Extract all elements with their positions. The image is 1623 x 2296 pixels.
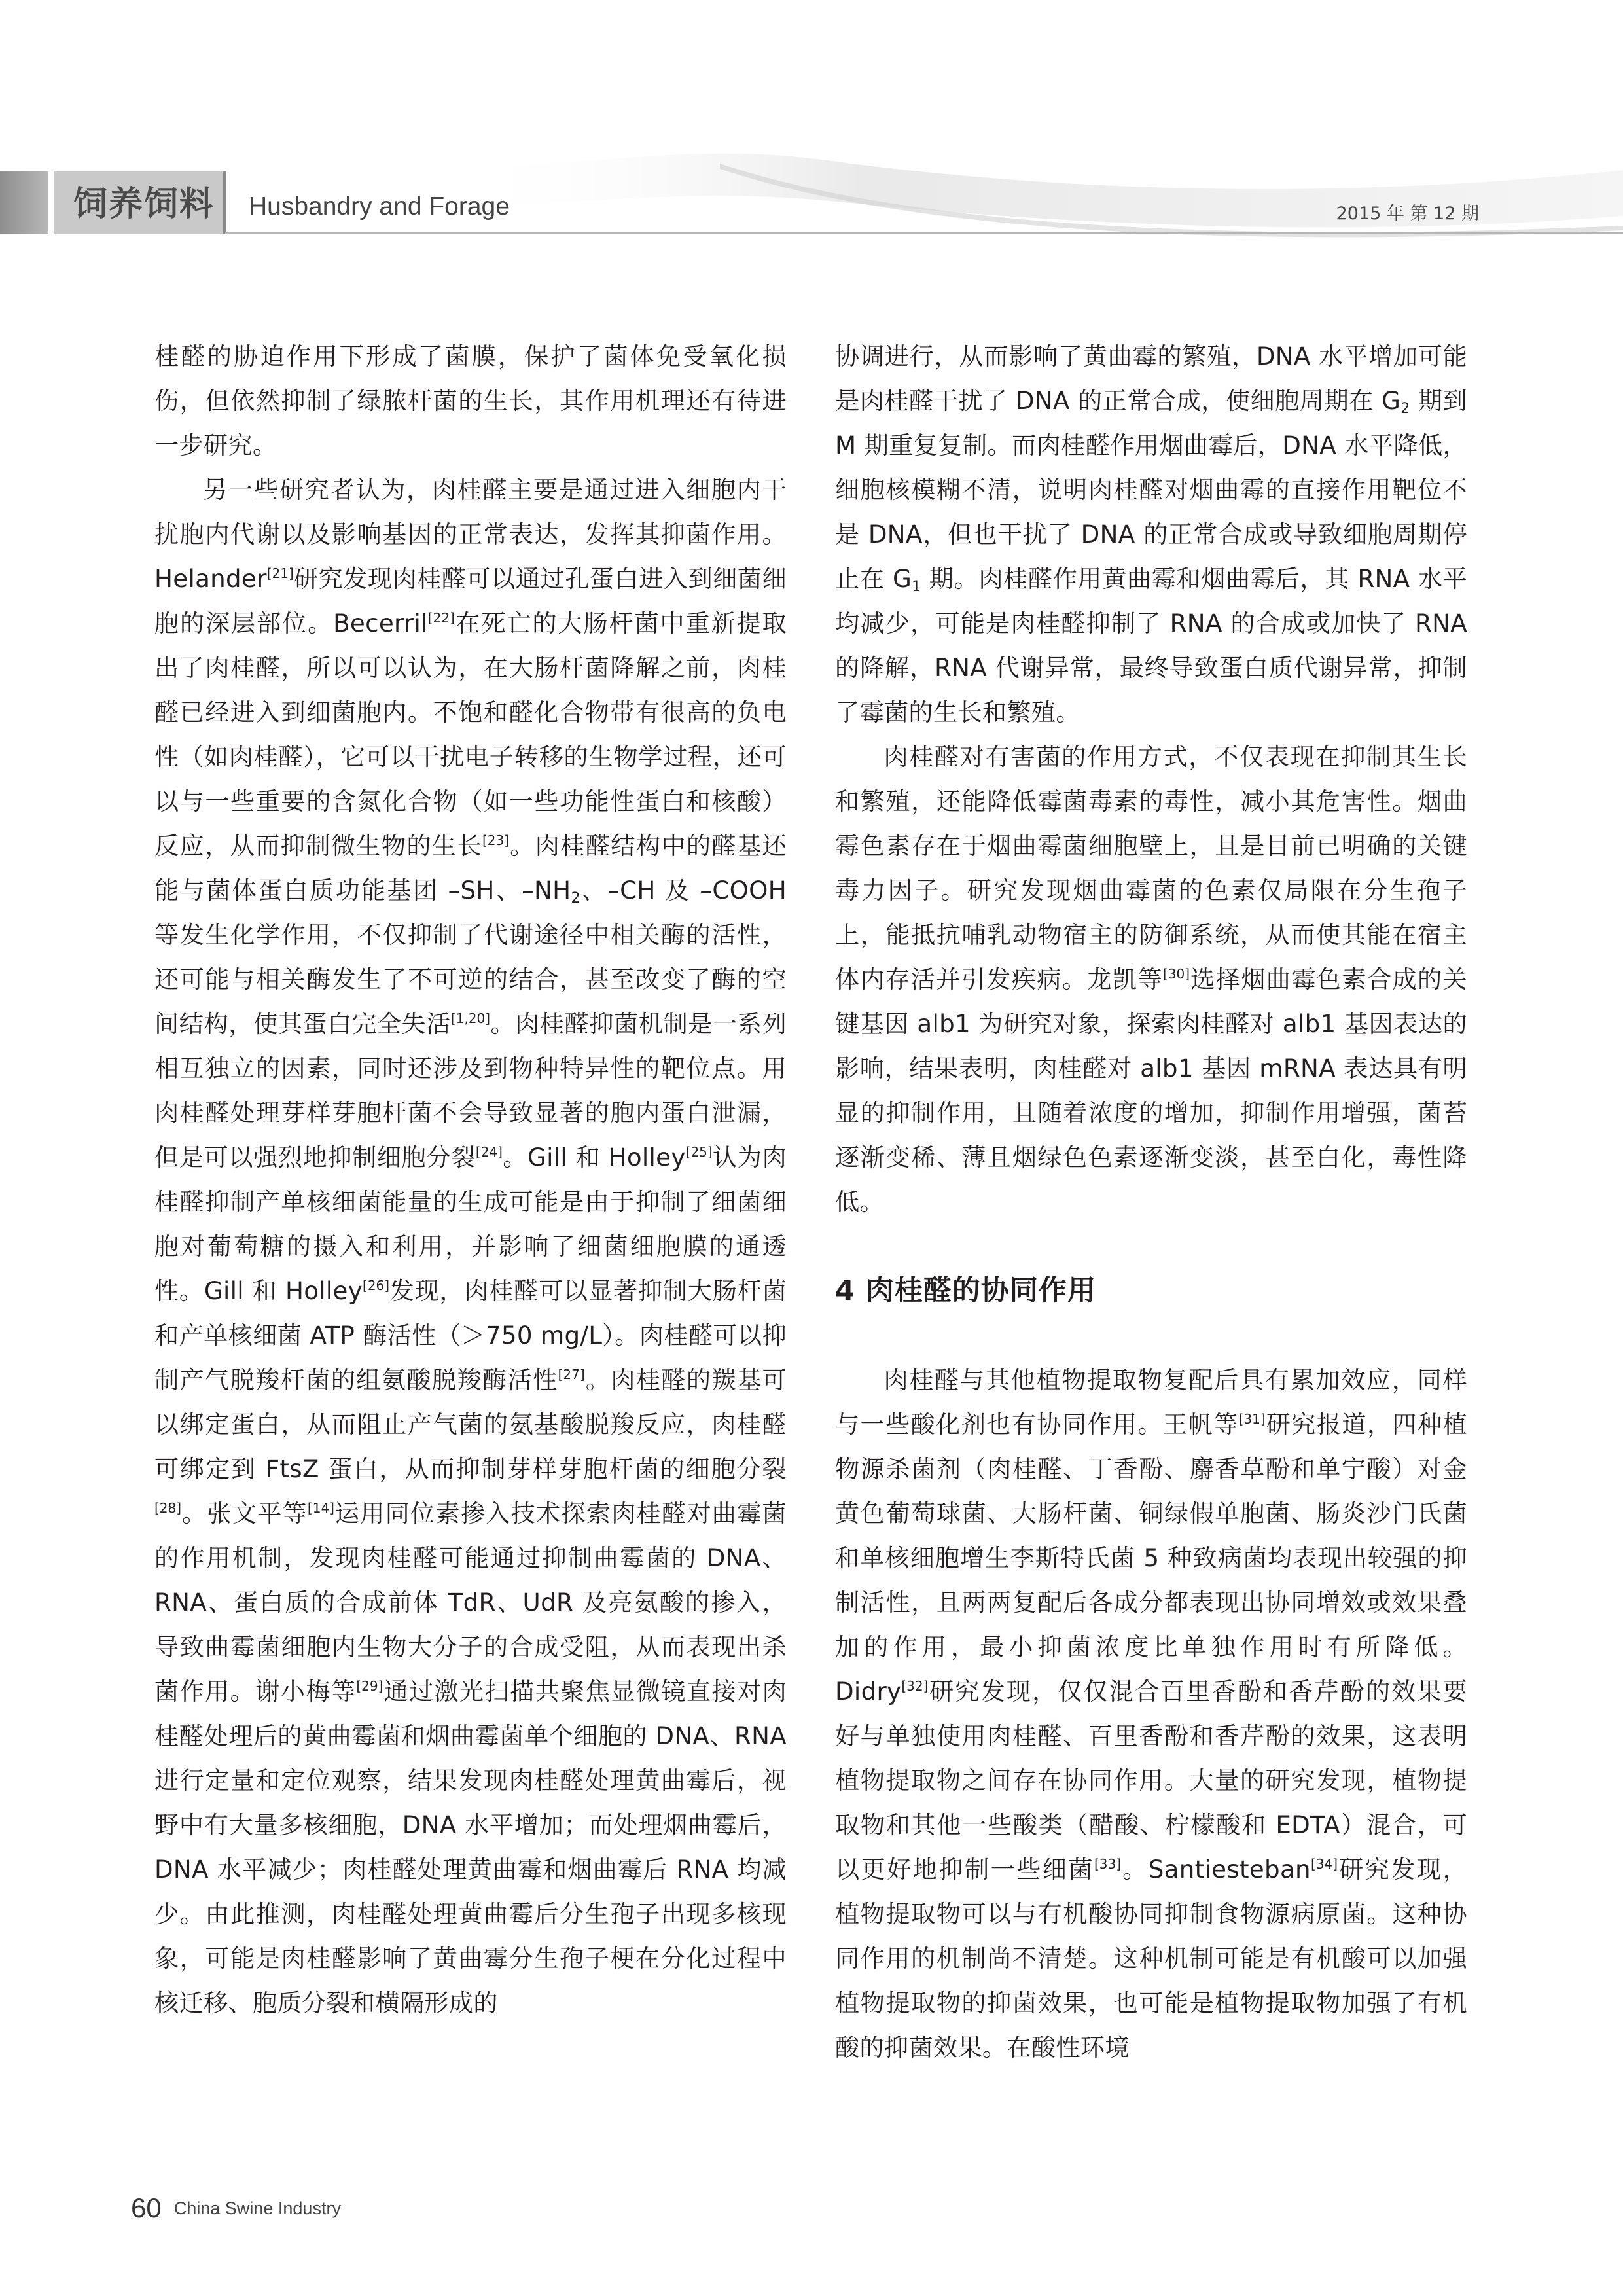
body-paragraph: 协调进行，从而影响了黄曲霉的繁殖，DNA 水平增加可能是肉桂醛干扰了 DNA 的正常合成，使细胞周期在 $G_2$ 期到 M 期重复复制。而肉桂醛作用烟曲霉后，DNA 水平降低，细胞核模糊不清，说明肉桂醛对烟曲霉的直接作用靶位不是 DNA，但也干扰了 DNA 的正常合成或导致细胞周期停止在 $G_1$ 期。肉桂醛作用黄曲霉和烟曲霉后，其 RNA 水平均减少，可能是肉桂醛抑制了 RNA 的合成或加快了 RNA 的降解，RNA 代谢异常，最终导致蛋白质代谢异常，抑制了霉菌的生长和繁殖。 [835, 342, 1468, 726]
citation-ref: [25] [685, 1144, 713, 1160]
citation-ref: [23] [482, 833, 510, 848]
citation-ref: [22] [427, 610, 455, 626]
right-column-paragraphs-bottom [835, 1357, 1467, 2070]
journal-title-english: Husbandry and Forage [249, 192, 510, 221]
citation-ref: [29] [356, 1678, 383, 1694]
left-column-paragraphs [154, 334, 787, 2025]
citation-ref: [14] [307, 1500, 334, 1516]
right-column-paragraphs-top [835, 334, 1467, 1224]
citation-ref: [32] [901, 1678, 929, 1694]
citation-ref: [33] [1094, 1856, 1122, 1872]
issue-label: 2015 年 第 12 期 [1336, 204, 1479, 224]
citation-ref: [28] [154, 1500, 182, 1516]
citation-ref: [21] [266, 565, 294, 581]
body-paragraph: 桂醛的胁迫作用下形成了菌膜，保护了菌体免受氧化损伤，但依然抑制了绿脓杆菌的生长，其作用机理还有待进一步研究。 [154, 342, 787, 459]
citation-ref: [31] [1238, 1411, 1266, 1427]
subscript: 2 [1400, 401, 1410, 417]
citation-ref: [24] [475, 1144, 503, 1160]
citation-ref: [30] [1163, 966, 1190, 982]
section-heading: 4 肉桂醛的协同作用 [835, 1274, 1096, 1307]
citation-ref: [34] [1310, 1856, 1338, 1872]
footer-journal-name: China Swine Industry [173, 2198, 341, 2218]
body-paragraph: 肉桂醛与其他植物提取物复配后具有累加效应，同样与一些酸化剂也有协同作用。王帆等[31]研究报道，四种植物源杀菌剂（肉桂醛、丁香酚、麝香草酚和单宁酸）对金黄色葡萄球菌、大肠杆菌、铜绿假单胞菌、肠炎沙门氏菌和单核细胞增生李斯特氏菌 5 种致病菌均表现出较强的抑制活性，且两两复配后各成分都表现出协同增效或效果叠加的作用，最小抑菌浓度比单独作用时有所降低。Didry[32]研究发现，仅仅混合百里香酚和香芹酚的效果要好与单独使用肉桂醛、百里香酚和香芹酚的效果，这表明植物提取物之间存在协同作用。大量的研究发现，植物提取物和其他一些酸类（醋酸、柠檬酸和 EDTA）混合，可以更好地抑制一些细菌[33]。Santiesteban[34]研究发现，植物提取物可以与有机酸协同抑制食物源病原菌。这种协同作用的机制尚不清楚。这种机制可能是有机酸可以加强植物提取物的抑菌效果，也可能是植物提取物加强了有机酸的抑菌效果。在酸性环境 [835, 1365, 1467, 2062]
left-column [154, 334, 787, 2025]
journal-title-chinese: 饲养饲料 [73, 184, 215, 224]
subscript: 1 [912, 579, 921, 595]
body-paragraph: 另一些研究者认为，肉桂醛主要是通过进入细胞内干扰胞内代谢以及影响基因的正常表达，发挥其抑菌作用。Helander[21]研究发现肉桂醛可以通过孔蛋白进入到细菌细胞的深层部位。Becerril[22]在死亡的大肠杆菌中重新提取出了肉桂醛，所以可以认为，在大肠杆菌降解之前，肉桂醛已经进入到细菌胞内。不饱和醛化合物带有很高的负电性（如肉桂醛），它可以干扰电子转移的生物学过程，还可以与一些重要的含氮化合物（如一些功能性蛋白和核酸）反应，从而抑制微生物的生长[23]。肉桂醛结构中的醛基还能与菌体蛋白质功能基团 –SH、$-NH_2$、–CH 及 –COOH 等发生化学作用，不仅抑制了代谢途径中相关酶的活性，还可能与相关酶发生了不可逆的结合，甚至改变了酶的空间结构，使其蛋白完全失活[1,20]。肉桂醛抑菌机制是一系列相互独立的因素，同时还涉及到物种特异性的靶位点。用肉桂醛处理芽样芽胞杆菌不会导致显著的胞内蛋白泄漏，但是可以强烈地抑制细胞分裂[24]。Gill 和 Holley[25]认为肉桂醛抑制产单核细菌能量的生成可能是由于抑制了细菌细胞对葡萄糖的摄入和利用，并影响了细菌细胞膜的通透性。Gill 和 Holley[26]发现，肉桂醛可以显著抑制大肠杆菌和产单核细菌 ATP 酶活性（＞750 mg/L）。肉桂醛可以抑制产气脱羧杆菌的组氨酸脱羧酶活性[27]。肉桂醛的羰基可以绑定蛋白，从而阻止产气菌的氨基酸脱羧反应，肉桂醛可绑定到 FtsZ 蛋白，从而抑制芽样芽胞杆菌的细胞分裂[28]。张文平等[14]运用同位素掺入技术探索肉桂醛对曲霉菌的作用机制，发现肉桂醛可能通过抑制曲霉菌的 DNA、RNA、蛋白质的合成前体 TdR、UdR 及亮氨酸的掺入，导致曲霉菌细胞内生物大分子的合成受阻，从而表现出杀菌作用。谢小梅等[29]通过激光扫描共聚焦显微镜直接对肉桂醛处理后的黄曲霉菌和烟曲霉菌单个细胞的 DNA、RNA 进行定量和定位观察，结果发现肉桂醛处理黄曲霉后，视野中有大量多核细胞，DNA 水平增加；而处理烟曲霉后，DNA 水平减少；肉桂醛处理黄曲霉和烟曲霉后 RNA 均减少。由此推测，肉桂醛处理黄曲霉后分生孢子出现多核现象，可能是肉桂醛影响了黄曲霉分生孢子梗在分化过程中核迁移、胞质分裂和横隔形成的 [154, 475, 787, 2017]
citation-ref: [1,20] [450, 1011, 491, 1026]
body-paragraph: 肉桂醛对有害菌的作用方式，不仅表现在抑制其生长和繁殖，还能降低霉菌毒素的毒性，减小其危害性。烟曲霉色素存在于烟曲霉菌细胞壁上，且是目前已明确的关键毒力因子。研究发现烟曲霉菌的色素仅局限在分生孢子上，能抵抗哺乳动物宿主的防御系统，从而使其能在宿主体内存活并引发疾病。龙凯等[30]选择烟曲霉色素合成的关键基因 alb1 为研究对象，探索肉桂醛对 alb1 基因表达的影响，结果表明，肉桂醛对 alb1 基因 mRNA 表达具有明显的抑制作用，且随着浓度的增加，抑制作用增强，菌苔逐渐变稀、薄且烟绿色色素逐渐变淡，甚至白化，毒性降低。 [835, 742, 1467, 1216]
page-footer [131, 2193, 341, 2238]
page-header [0, 0, 1623, 249]
citation-ref: [27] [558, 1367, 585, 1382]
subscript: 2 [571, 890, 580, 906]
page-number: 60 [131, 2193, 162, 2223]
right-column [835, 334, 1467, 2070]
citation-ref: [26] [363, 1278, 390, 1293]
